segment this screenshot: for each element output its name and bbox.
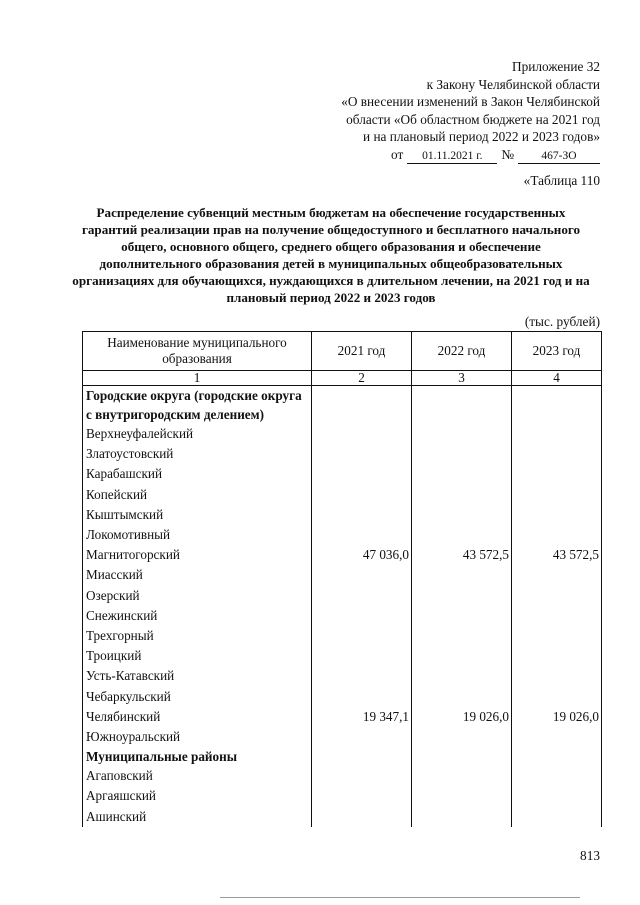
- table-row: [83, 505, 602, 525]
- table-row: [83, 545, 602, 565]
- value-2023: [512, 444, 602, 464]
- table-row: [83, 646, 602, 666]
- value-2021: [312, 424, 412, 444]
- table-row: [83, 525, 602, 545]
- municipality-name: Чебаркульский: [83, 687, 312, 707]
- value-2021: [312, 565, 412, 585]
- value-2023: [512, 464, 602, 484]
- table-row: [83, 687, 602, 707]
- value-2023: [512, 786, 602, 806]
- footer-divider: [220, 897, 580, 898]
- value-2021: 47 036,0: [312, 545, 412, 565]
- header-line: к Закону Челябинской области: [426, 76, 600, 92]
- table-row: [83, 565, 602, 585]
- header-line: Приложение 32: [512, 59, 600, 74]
- value-2021: [312, 525, 412, 545]
- value-2022: [412, 505, 512, 525]
- appendix-header: [341, 58, 600, 164]
- municipality-name: Златоустовский: [83, 444, 312, 464]
- table-row: [83, 606, 602, 626]
- value-2022: [412, 626, 512, 646]
- value-2022: [412, 727, 512, 747]
- value-2021: [312, 786, 412, 806]
- value-2023: [512, 586, 602, 606]
- table-row: [83, 786, 602, 806]
- table-header-row: [83, 332, 602, 371]
- value-2023: 43 572,5: [512, 545, 602, 565]
- value-2023: [512, 666, 602, 686]
- value-2021: [312, 687, 412, 707]
- law-date-number: [341, 146, 600, 164]
- table-label: «Таблица 110: [523, 173, 600, 188]
- municipality-name: Аргаяшский: [83, 786, 312, 806]
- header-line: и на плановый период 2022 и 2023 годов»: [363, 129, 600, 145]
- number-label: №: [501, 146, 514, 162]
- value-2023: 19 026,0: [512, 707, 602, 727]
- group-title: Муниципальные районы: [83, 747, 312, 766]
- value-2023: [512, 646, 602, 666]
- value-2022: [412, 606, 512, 626]
- value-2021: [312, 766, 412, 786]
- value-2021: [312, 444, 412, 464]
- header-municipality: Наименование муниципального образования: [83, 332, 312, 371]
- table-row: [83, 424, 602, 444]
- municipality-name: Карабашский: [83, 464, 312, 484]
- table-row: [83, 727, 602, 747]
- value-2022: [412, 807, 512, 827]
- value-2023: [512, 565, 602, 585]
- municipality-name: Миасский: [83, 565, 312, 585]
- municipality-name: Троицкий: [83, 646, 312, 666]
- value-2022: [412, 464, 512, 484]
- value-2021: [312, 807, 412, 827]
- value-2021: [312, 606, 412, 626]
- municipality-name: Челябинский: [83, 707, 312, 727]
- value-2021: [312, 666, 412, 686]
- municipality-name: Копейский: [83, 485, 312, 505]
- group-row: [83, 747, 602, 766]
- table-row: [83, 666, 602, 686]
- column-number: 3: [412, 371, 512, 386]
- value-2022: [412, 424, 512, 444]
- value-2022: [412, 666, 512, 686]
- header-2021: 2021 год: [312, 332, 412, 371]
- header-line: области «Об областном бюджете на 2021 год: [346, 111, 600, 127]
- header-2023: 2023 год: [512, 332, 602, 371]
- value-2022: [412, 444, 512, 464]
- municipality-name: Южноуральский: [83, 727, 312, 747]
- municipality-name: Озерский: [83, 586, 312, 606]
- value-2022: [412, 565, 512, 585]
- value-2021: [312, 505, 412, 525]
- column-number: 4: [512, 371, 602, 386]
- municipality-name: Ашинский: [83, 807, 312, 827]
- value-2021: [312, 464, 412, 484]
- group-title: с внутригородским делением): [83, 405, 312, 424]
- value-2021: [312, 485, 412, 505]
- table-row: [83, 586, 602, 606]
- column-number-row: [83, 371, 602, 386]
- value-2022: 43 572,5: [412, 545, 512, 565]
- header-2022: 2022 год: [412, 332, 512, 371]
- from-label: от: [391, 146, 404, 162]
- table-row: [83, 464, 602, 484]
- value-2023: [512, 766, 602, 786]
- subvention-table: [82, 331, 602, 827]
- value-2023: [512, 424, 602, 444]
- value-2022: [412, 786, 512, 806]
- value-2022: 19 026,0: [412, 707, 512, 727]
- municipality-name: Усть-Катавский: [83, 666, 312, 686]
- value-2021: 19 347,1: [312, 707, 412, 727]
- municipality-name: Магнитогорский: [83, 545, 312, 565]
- value-2023: [512, 807, 602, 827]
- document-title: Распределение субвенций местным бюджетам на обеспечение государственных гарантий реализации прав на получение общедоступного и бесплатного начального общего, основного общего, среднего общего образования и обеспечение дополнительного образования детей в муниципальных общеобразовательных организациях для обучающихся, нуждающихся в длительном лечении, на 2021 год и на плановый период 2022 и 2023 годов: [72, 205, 590, 305]
- value-2023: [512, 525, 602, 545]
- table-row: [83, 626, 602, 646]
- value-2023: [512, 606, 602, 626]
- value-2021: [312, 626, 412, 646]
- table-row: [83, 444, 602, 464]
- value-2023: [512, 626, 602, 646]
- value-2023: [512, 687, 602, 707]
- column-number: 1: [83, 371, 312, 386]
- value-2023: [512, 485, 602, 505]
- municipality-name: Снежинский: [83, 606, 312, 626]
- value-2022: [412, 766, 512, 786]
- header-line: «О внесении изменений в Закон Челябинской: [341, 94, 600, 110]
- value-2022: [412, 687, 512, 707]
- value-2021: [312, 646, 412, 666]
- value-2022: [412, 485, 512, 505]
- municipality-name: Локомотивный: [83, 525, 312, 545]
- group-title: Городские округа (городские округа: [83, 386, 312, 406]
- value-2021: [312, 586, 412, 606]
- table-row: [83, 485, 602, 505]
- law-date: 01.11.2021 г.: [407, 149, 497, 164]
- table-row: [83, 707, 602, 727]
- municipality-name: Агаповский: [83, 766, 312, 786]
- units-label: (тыс. рублей): [524, 314, 600, 329]
- value-2022: [412, 525, 512, 545]
- municipality-name: Верхнеуфалейский: [83, 424, 312, 444]
- value-2022: [412, 646, 512, 666]
- group-row: [83, 405, 602, 424]
- value-2023: [512, 505, 602, 525]
- law-number: 467-ЗО: [518, 149, 600, 164]
- page-number: 813: [580, 848, 600, 863]
- value-2022: [412, 586, 512, 606]
- municipality-name: Трехгорный: [83, 626, 312, 646]
- municipality-name: Кыштымский: [83, 505, 312, 525]
- table-row: [83, 766, 602, 786]
- value-2023: [512, 727, 602, 747]
- group-row: [83, 386, 602, 406]
- table-row: [83, 807, 602, 827]
- column-number: 2: [312, 371, 412, 386]
- value-2021: [312, 727, 412, 747]
